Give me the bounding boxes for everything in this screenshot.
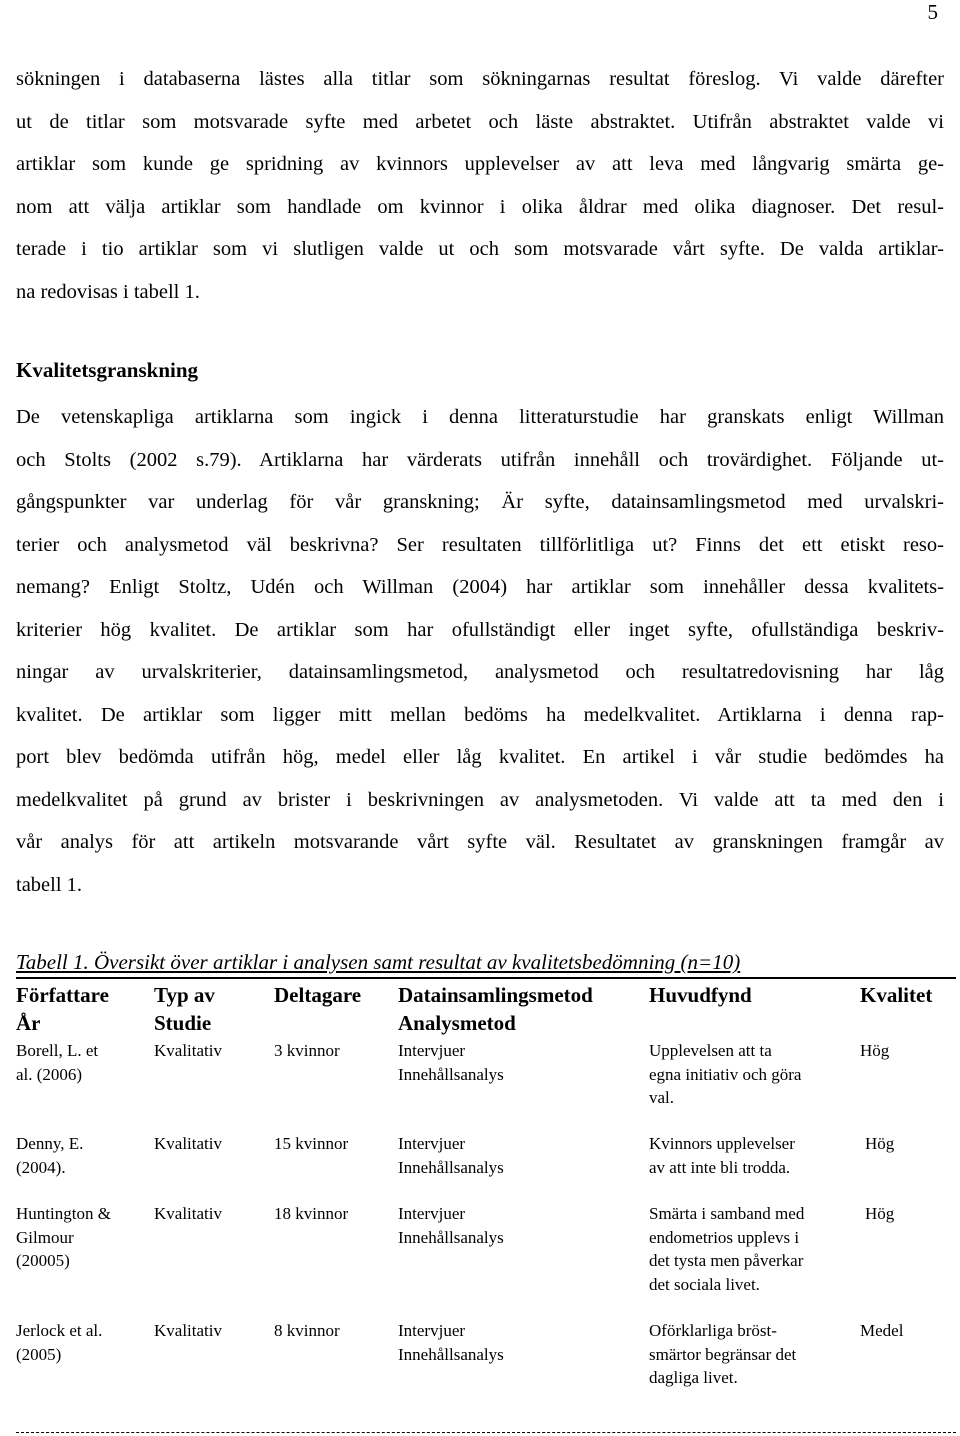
cell-author: Huntington & Gilmour (20005) xyxy=(16,1204,111,1270)
text-line: ut de titlar som motsvarade syfte med arbetet och läste abstraktet. Utifrån abstraktet valde vi xyxy=(16,110,944,133)
header-participants: Deltagare xyxy=(274,983,362,1007)
text-line: nemang? Enligt Stoltz, Udén och Willman (2004) har artiklar som innehåller dessa kvalitets- xyxy=(16,576,944,598)
cell-participants: 8 kvinnor xyxy=(274,1321,340,1340)
cell-method: Intervjuer Innehållsanalys xyxy=(398,1041,504,1084)
cell-author: Borell, L. et al. (2006) xyxy=(16,1041,99,1084)
section-heading: Kvalitetsgranskning xyxy=(16,358,199,382)
cell-type: Kvalitativ xyxy=(154,1204,222,1223)
text-line: nom att välja artiklar som handlade om kvinnor i olika åldrar med olika diagnoser. Det resul- xyxy=(16,195,944,218)
cell-participants: 3 kvinnor xyxy=(274,1041,340,1060)
header-findings: Huvudfynd xyxy=(649,983,752,1007)
cell-participants: 18 kvinnor xyxy=(274,1204,349,1223)
text-line: gångspunkter var underlag för vår granskning; Är syfte, datainsamlingsmetod med urvalskri- xyxy=(16,491,944,513)
header-quality: Kvalitet xyxy=(860,983,933,1007)
cell-method: Intervjuer Innehållsanalys xyxy=(398,1134,504,1177)
intro-paragraph xyxy=(16,58,944,313)
text-line: kriterier hög kvalitet. De artiklar som har ofullständigt eller inget syfte, ofullständiga beskriv- xyxy=(16,618,944,641)
cell-quality: Hög xyxy=(865,1204,895,1223)
cell-method: Intervjuer Innehållsanalys xyxy=(398,1204,504,1247)
text-line: ningar av urvalskriterier, datainsamlingsmetod, analysmetod och resultatredovisning har låg xyxy=(16,661,944,683)
text-line: tabell 1. xyxy=(16,873,83,896)
cell-findings: Smärta i samband med endometrios upplevs i det tysta men påverkar det sociala livet. xyxy=(649,1204,805,1294)
header-author: Författare År xyxy=(16,983,109,1035)
text-line: medelkvalitet på grund av brister i beskrivningen av analysmetoden. Vi valde att ta med den i xyxy=(16,788,944,811)
text-line: och Stolts (2002 s.79). Artiklarna har värderats utifrån innehåll och trovärdighet. Följande ut- xyxy=(16,448,944,471)
cell-method: Intervjuer Innehållsanalys xyxy=(398,1321,504,1364)
cell-quality: Medel xyxy=(860,1321,904,1340)
cell-findings: Oförklarliga bröst- smärtor begränsar det dagliga livet. xyxy=(649,1321,797,1387)
text-line: port blev bedömda utifrån hög, medel eller låg kvalitet. En artikel i vår studie bedömdes ha xyxy=(16,746,944,768)
cell-findings: Kvinnors upplevelser av att inte bli trodda. xyxy=(649,1134,795,1177)
quality-paragraph xyxy=(16,396,944,906)
header-type: Typ av Studie xyxy=(154,983,215,1035)
table-bottom-rule xyxy=(16,1432,956,1433)
cell-author: Denny, E. (2004). xyxy=(16,1134,84,1177)
cell-quality: Hög xyxy=(860,1041,890,1060)
cell-findings: Upplevelsen att ta egna initiativ och göra val. xyxy=(649,1041,802,1107)
table-caption: Tabell 1. Översikt över artiklar i analysen samt resultat av kvalitetsbedömning (n=10) xyxy=(16,950,741,974)
cell-type: Kvalitativ xyxy=(154,1134,222,1153)
header-method: Datainsamlingsmetod Analysmetod xyxy=(398,983,593,1035)
cell-author: Jerlock et al. (2005) xyxy=(16,1321,103,1364)
page-number: 5 xyxy=(927,0,938,24)
text-line: kvalitet. De artiklar som ligger mitt mellan bedöms ha medelkvalitet. Artiklarna i denna rap- xyxy=(16,703,944,726)
cell-quality: Hög xyxy=(865,1134,895,1153)
cell-type: Kvalitativ xyxy=(154,1041,222,1060)
text-line: na redovisas i tabell 1. xyxy=(16,280,200,303)
text-line: De vetenskapliga artiklarna som ingick i denna litteraturstudie har granskats enligt Willman xyxy=(16,406,944,428)
cell-type: Kvalitativ xyxy=(154,1321,222,1340)
text-line: terade i tio artiklar som vi slutligen valde ut och som motsvarade vårt syfte. De valda artiklar- xyxy=(16,238,944,260)
cell-participants: 15 kvinnor xyxy=(274,1134,349,1153)
text-line: artiklar som kunde ge spridning av kvinnors upplevelser av att leva med långvarig smärta ge- xyxy=(16,153,944,175)
text-line: terier och analysmetod väl beskrivna? Ser resultaten tillförlitliga ut? Finns det ett etiskt reso- xyxy=(16,533,944,556)
text-line: vår analys för att artikeln motsvarande vårt syfte väl. Resultatet av granskningen framgår av xyxy=(16,831,944,853)
table-top-rule xyxy=(16,977,956,979)
text-line: sökningen i databaserna lästes alla titlar som sökningarnas resultat föreslog. Vi valde därefter xyxy=(16,68,944,90)
